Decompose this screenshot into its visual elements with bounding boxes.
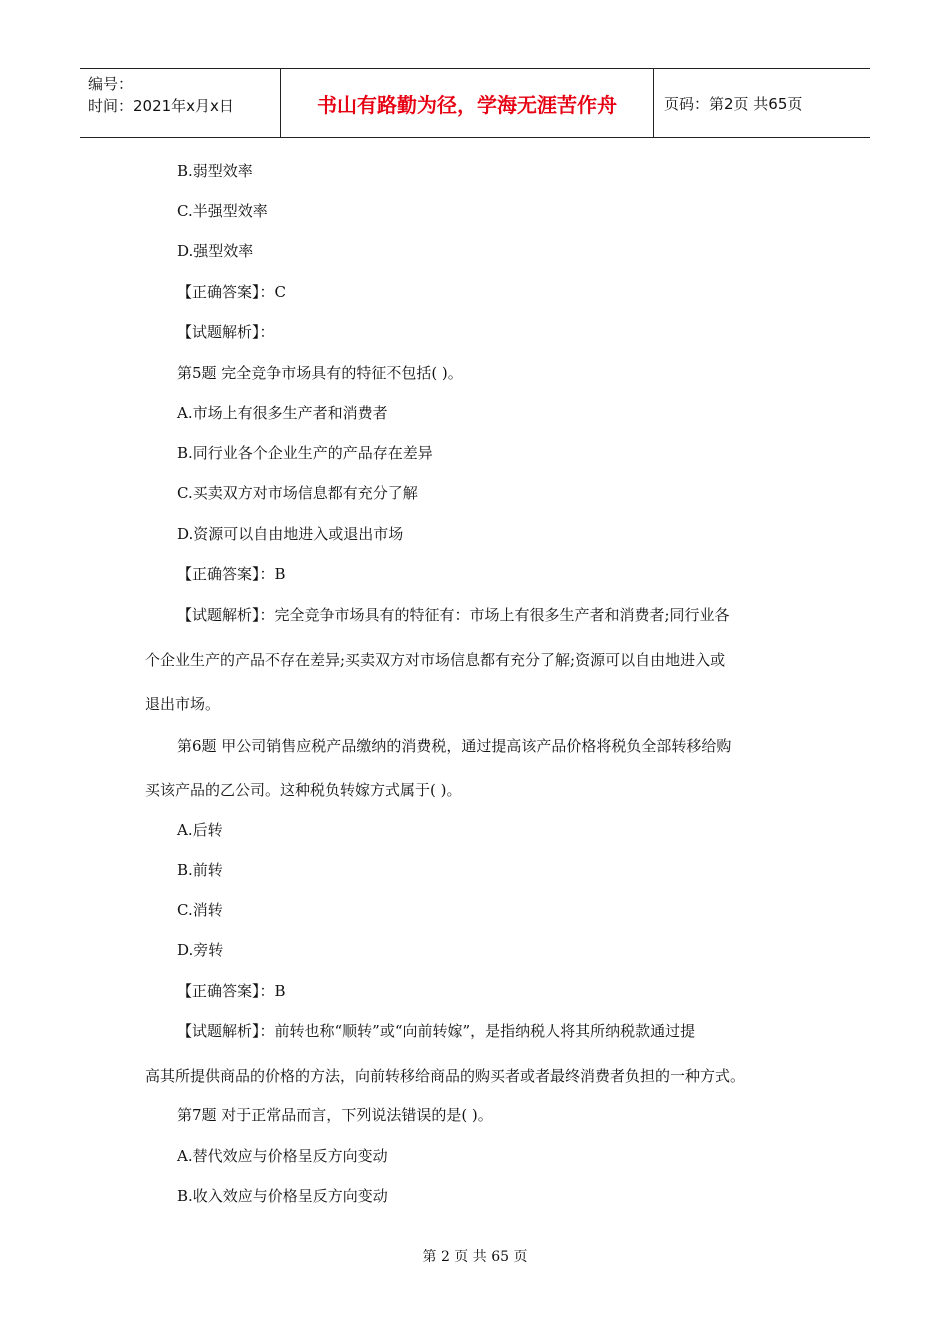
option-d: D.旁转 bbox=[177, 941, 224, 959]
time-label: 时间：2021年x月x日 bbox=[88, 97, 234, 115]
answer: 【正确答案】：B bbox=[177, 982, 286, 1000]
option-d: D.资源可以自由地进入或退出市场 bbox=[177, 525, 404, 543]
header-motto: 书山有路勤为径，学海无涯苦作舟 bbox=[281, 69, 654, 137]
answer: 【正确答案】：B bbox=[177, 565, 286, 583]
page-header bbox=[80, 68, 870, 138]
analysis-cont: 退出市场。 bbox=[145, 695, 221, 713]
option-a: A.替代效应与价格呈反方向变动 bbox=[177, 1147, 388, 1165]
analysis: 【试题解析】：前转也称“顺转”或“向前转嫁”，是指纳税人将其所纳税款通过提 bbox=[177, 1022, 696, 1040]
page-footer: 第 2 页 共 65 页 bbox=[422, 1249, 528, 1265]
option-a: A.市场上有很多生产者和消费者 bbox=[177, 404, 388, 422]
question-5: 第5题 完全竞争市场具有的特征不包括( )。 bbox=[177, 364, 463, 382]
question-6: 第6题 甲公司销售应税产品缴纳的消费税，通过提高该产品价格将税负全部转移给购 bbox=[177, 737, 732, 755]
header-meta bbox=[80, 69, 281, 137]
analysis-cont: 高其所提供商品的价格的方法，向前转移给商品的购买者或者最终消费者负担的一种方式。 bbox=[145, 1067, 746, 1085]
analysis: 【试题解析】：完全竞争市场具有的特征有：市场上有很多生产者和消费者;同行业各 bbox=[177, 606, 730, 624]
option-b: B.同行业各个企业生产的产品存在差异 bbox=[177, 444, 433, 462]
option-c: C.半强型效率 bbox=[177, 202, 268, 220]
option-a: A.后转 bbox=[177, 821, 223, 839]
analysis-cont: 个企业生产的产品不存在差异;买卖双方对市场信息都有充分了解;资源可以自由地进入或 bbox=[145, 651, 726, 669]
option-b: B.弱型效率 bbox=[177, 162, 253, 180]
option-b: B.收入效应与价格呈反方向变动 bbox=[177, 1187, 388, 1205]
number-label: 编号： bbox=[88, 75, 134, 93]
question-7: 第7题 对于正常品而言，下列说法错误的是( )。 bbox=[177, 1106, 493, 1124]
option-c: C.消转 bbox=[177, 901, 223, 919]
option-d: D.强型效率 bbox=[177, 242, 254, 260]
question-6-cont: 买该产品的乙公司。这种税负转嫁方式属于( )。 bbox=[145, 781, 462, 799]
analysis: 【试题解析】： bbox=[177, 323, 275, 341]
answer: 【正确答案】：C bbox=[177, 283, 286, 301]
option-c: C.买卖双方对市场信息都有充分了解 bbox=[177, 484, 418, 502]
header-page-info: 页码：第2页 共65页 bbox=[664, 94, 803, 113]
option-b: B.前转 bbox=[177, 861, 223, 879]
